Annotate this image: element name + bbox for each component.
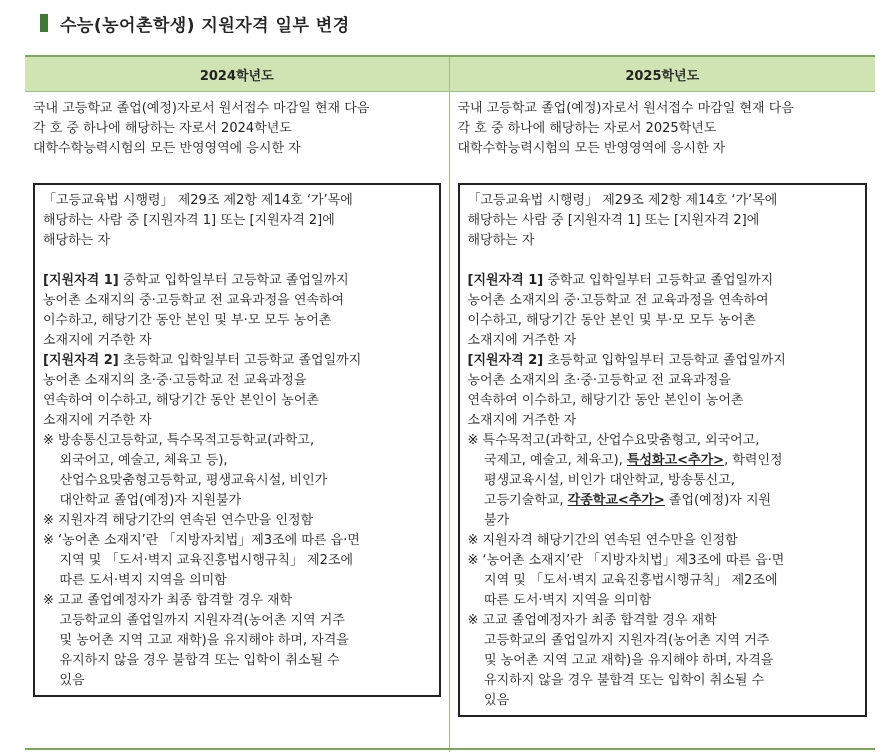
- added-miscellaneous-school: 각종학교<추가>: [567, 493, 665, 508]
- intro-2025: 국내 고등학교 졸업(예정)자로서 원서접수 마감일 현재 다음 각 호 중 하나에 해당하는 자로서 2025학년도 대학수학능력시험의 모든 반영영역에 응시한 자: [457, 101, 794, 156]
- note-excluded-schools: ※ 방송통신고등학교, 특수목적고등학교(과학고,: [43, 433, 315, 448]
- note-rural-definition: ※ ‘농어촌 소재지’란 「지방자치법」제3조에 따른 읍·면: [467, 553, 785, 568]
- note-maintain-qualification: ※ 고교 졸업예정자가 최종 합격할 경우 재학: [467, 613, 717, 628]
- note-rural-definition: ※ ‘농어촌 소재지’란 「지방자치법」제3조에 따른 읍·면: [43, 533, 360, 548]
- column-header-2025: 2025학년도: [449, 56, 875, 92]
- qualification-1: [지원자격 1] 중학교 입학일부터 고등학교 졸업일까지: [43, 273, 349, 288]
- criteria-box-2025: 「고등교육법 시행령」 제29조 제2항 제14호 ‘가’목에 해당하는 사람 중 [지원자격 1] 또는 [지원자격 2]에 해당하는 자 [지원자격 1] 중학교 입학일부터 고등학교 졸업일까지 농어촌 소재지의 중·고등학교 전 교육과정을 연속하여 이수하고, 해당기간 동안 본인 및 부·모 모두 농어촌 소재지에 거주한 자 [지원자격 2] 초등학교 입학일부터 고등학교 졸업일까지 농어촌 소재지의 초·중·고등학교 전 교육과정을 연속하여 이수하고, 해당기간 동안 본인이 농어촌 소재지에 거주한 자 ※ 특수목적고(과학고, 산업수요맞춤형고, 외국어고, 국제고, 예술고, 체육고), 특성화고<추가>, 학력인정 평생교육시설, 비인가 대안학교, 방송통신고, 고등기술학교, 각종학교<추가> 졸업(예정)자 지원 불가 ※ 지원자격 해당기간의 연속된 연수만을 인정함 ※ ‘농어촌 소재지’란 「지방자치법」제3조에 따른 읍·면 지역 및 「도서·벽지 교육진흥법시행규칙」 제2조에 따른 도서·벽지 지역을 의미함 ※ 고교 졸업예정자가 최종 합격할 경우 재학 고등학교의 졸업일까지 지원자격(농어촌 지역 거주 및 농어촌 지역 고교 재학)을 유지해야 하며, 자격을 유지하지 않을 경우 불합격 또는 입학이 취소될 수 있음: [458, 183, 868, 717]
- page-title: 수능(농어촌학생) 지원자격 일부 변경: [60, 15, 350, 36]
- table-bottom-border: [25, 748, 875, 750]
- note-excluded-schools: ※ 특수목적고(과학고, 산업수요맞춤형고, 외국어고,: [467, 433, 760, 448]
- qualification-1: [지원자격 1] 중학교 입학일부터 고등학교 졸업일까지: [467, 273, 774, 288]
- qualification-2: [지원자격 2] 초등학교 입학일부터 고등학교 졸업일까지: [43, 353, 362, 368]
- note-maintain-qualification: ※ 고교 졸업예정자가 최종 합격할 경우 재학: [43, 593, 293, 608]
- cell-2025: [449, 92, 875, 753]
- cell-2024: [25, 92, 449, 753]
- page-title-row: [40, 10, 350, 36]
- title-marker-icon: [40, 14, 48, 32]
- note-consecutive-years: ※ 지원자격 해당기간의 연속된 연수만을 인정함: [43, 513, 314, 528]
- added-specialized-high-school: 특성화고<추가>: [626, 453, 725, 468]
- qualification-2: [지원자격 2] 초등학교 입학일부터 고등학교 졸업일까지: [467, 353, 786, 368]
- criteria-box-2024: 「고등교육법 시행령」 제29조 제2항 제14호 ‘가’목에 해당하는 사람 중 [지원자격 1] 또는 [지원자격 2]에 해당하는 자 [지원자격 1] 중학교 입학일부터 고등학교 졸업일까지 농어촌 소재지의 중·고등학교 전 교육과정을 연속하여 이수하고, 해당기간 동안 본인 및 부·모 모두 농어촌 소재지에 거주한 자 [지원자격 2] 초등학교 입학일부터 고등학교 졸업일까지 농어촌 소재지의 초·중·고등학교 전 교육과정을 연속하여 이수하고, 해당기간 동안 본인이 농어촌 소재지에 거주한 자 ※ 방송통신고등학교, 특수목적고등학교(과학고, 외국어고, 예술고, 체육고 등), 산업수요맞춤형고등학교, 평생교육시설, 비인가 대안학교 졸업(예정)자 지원불가 ※ 지원자격 해당기간의 연속된 연수만을 인정함 ※ ‘농어촌 소재지’란 「지방자치법」제3조에 따른 읍·면 지역 및 「도서·벽지 교육진흥법시행규칙」 제2조에 따른 도서·벽지 지역을 의미함 ※ 고교 졸업예정자가 최종 합격할 경우 재학 고등학교의 졸업일까지 지원자격(농어촌 지역 거주 및 농어촌 지역 고교 재학)을 유지해야 하며, 자격을 유지하지 않을 경우 불합격 또는 입학이 취소될 수 있음: [33, 183, 441, 697]
- intro-2024: 국내 고등학교 졸업(예정)자로서 원서접수 마감일 현재 다음 각 호 중 하나에 해당하는 자로서 2024학년도 대학수학능력시험의 모든 반영영역에 응시한 자: [33, 101, 370, 156]
- comparison-table: [25, 55, 875, 752]
- note-consecutive-years: ※ 지원자격 해당기간의 연속된 연수만을 인정함: [467, 533, 738, 548]
- column-header-2024: 2024학년도: [25, 56, 449, 92]
